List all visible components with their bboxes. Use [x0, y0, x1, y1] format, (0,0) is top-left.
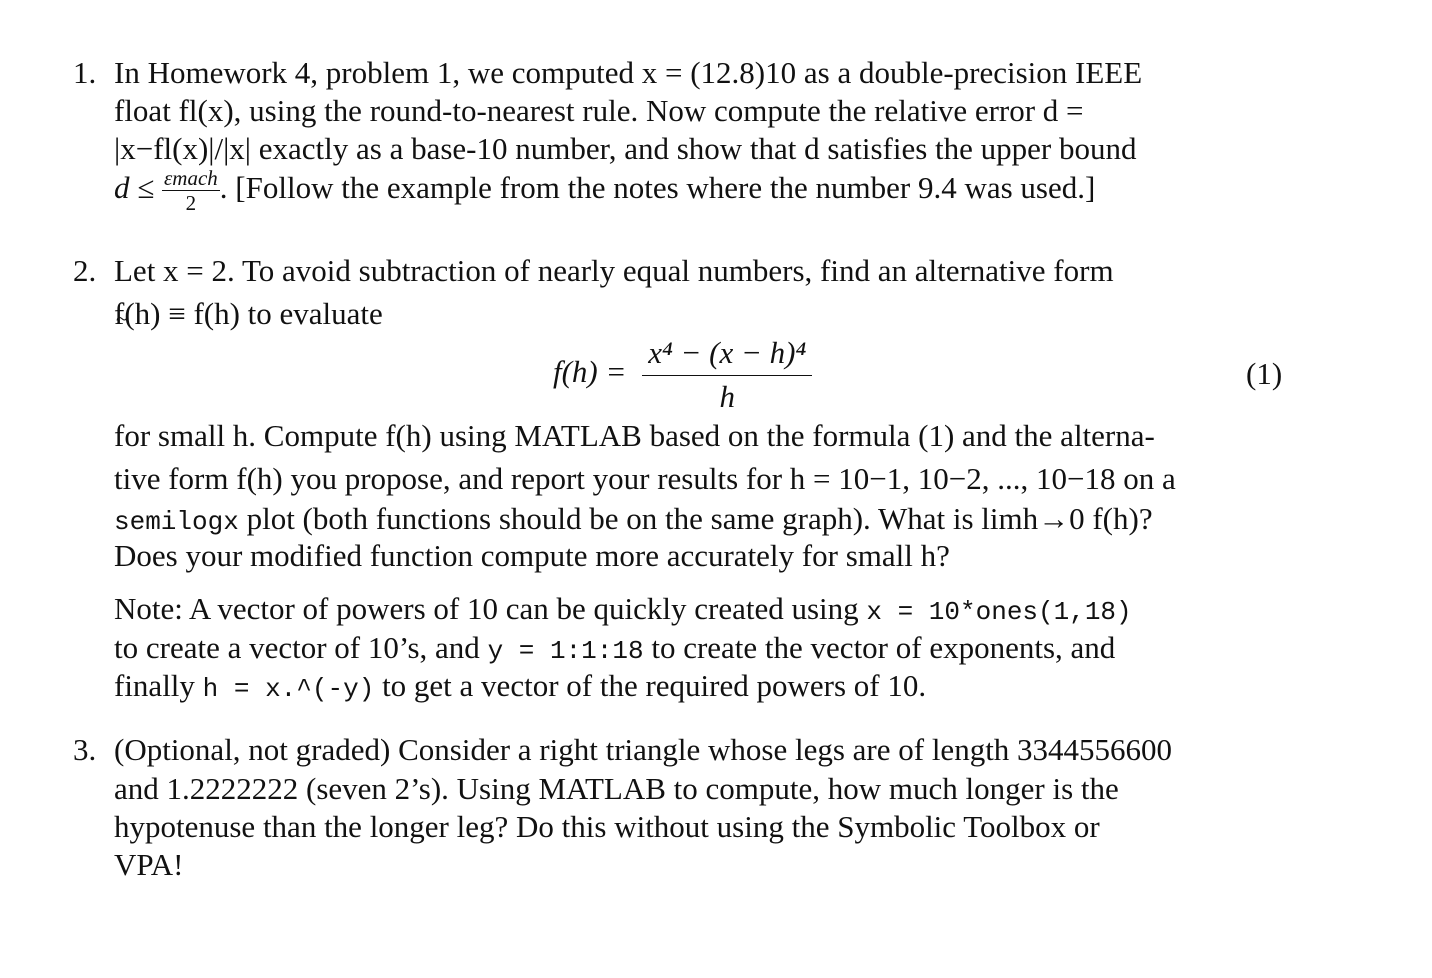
equation-lhs: f(h) = [553, 354, 627, 390]
problem-1-number: 1. [73, 55, 97, 90]
equation-numerator: x⁴ − (x − h)⁴ [642, 335, 812, 376]
note-text-1: Note: A vector of powers of 10 can be quickly created using [114, 591, 859, 626]
note-text-5: to get a vector of the required powers of 10. [382, 668, 927, 703]
equation-fraction [642, 335, 812, 415]
note-text-2: to create a vector of 10’s, and [114, 630, 480, 665]
note-text-4: finally [114, 668, 195, 703]
problem-1-line-1: In Homework 4, problem 1, we computed x = (12.8)10 as a double-precision IEEE [114, 55, 1143, 90]
problem-2-line-5-text: plot (both functions should be on the same graph). What is limh→0 f(h)? [246, 501, 1153, 536]
note-line-3 [114, 670, 926, 702]
problem-2-number: 2. [73, 253, 97, 288]
problem-1-line-4: d ≤ $\frac{\text{εmach}}{2}$ . [Follow the example from the notes where the number 9.4 was used.] [114, 166, 1096, 215]
bound-fraction [162, 168, 220, 214]
problem-2-line-2 [114, 298, 383, 329]
note-text-3: to create the vector of exponents, and [651, 630, 1116, 665]
code-range: y = 1:1:18 [487, 636, 644, 666]
semilogx-code: semilogx [114, 507, 239, 537]
problem-2-line-1: Let x = 2. To avoid subtraction of nearly equal numbers, find an alternative form [114, 253, 1114, 288]
problem-1-follow-text: [Follow the example from the notes where the number 9.4 was used.] [235, 170, 1096, 206]
problem-1-line-3: |x−fl(x)|/|x| exactly as a base-10 number, and show that d satisfies the upper bound [114, 131, 1137, 166]
equation-denominator: h [719, 379, 735, 414]
problem-2-line-2-text: f(h) ≡ f(h) to evaluate [114, 296, 383, 331]
problem-3-line-1: (Optional, not graded) Consider a right triangle whose legs are of length 3344556600 [114, 732, 1173, 767]
problem-2-line-3: for small h. Compute f(h) using MATLAB based on the formula (1) and the alterna- [114, 418, 1155, 453]
bound-denominator: 2 [185, 191, 197, 215]
bound-lhs: d ≤ [114, 170, 155, 206]
equation-label: (1) [1246, 356, 1283, 391]
note-line-1 [114, 593, 1132, 625]
problem-2-line-4: tive form f(h) you propose, and report your results for h = 10−1, 10−2, ..., 10−18 on a [114, 461, 1176, 496]
problem-3-line-2: and 1.2222222 (seven 2’s). Using MATLAB to compute, how much longer is the [114, 771, 1119, 806]
problem-3-line-4: VPA! [114, 847, 184, 882]
equation-1 [553, 335, 812, 415]
problem-3-line-3: hypotenuse than the longer leg? Do this without using the Symbolic Toolbox or [114, 809, 1100, 844]
problem-2-line-6: Does your modified function compute more accurately for small h? [114, 538, 950, 573]
problem-2-line-5 [114, 503, 1153, 535]
note-line-2 [114, 632, 1115, 664]
code-ones: x = 10*ones(1,18) [866, 597, 1132, 627]
problem-1-line-2: float fl(x), using the round-to-nearest rule. Now compute the relative error d = [114, 93, 1084, 128]
problem-3-number: 3. [73, 732, 97, 767]
bound-numerator: εmach [164, 166, 218, 190]
code-pow: h = x.^(-y) [202, 674, 375, 704]
